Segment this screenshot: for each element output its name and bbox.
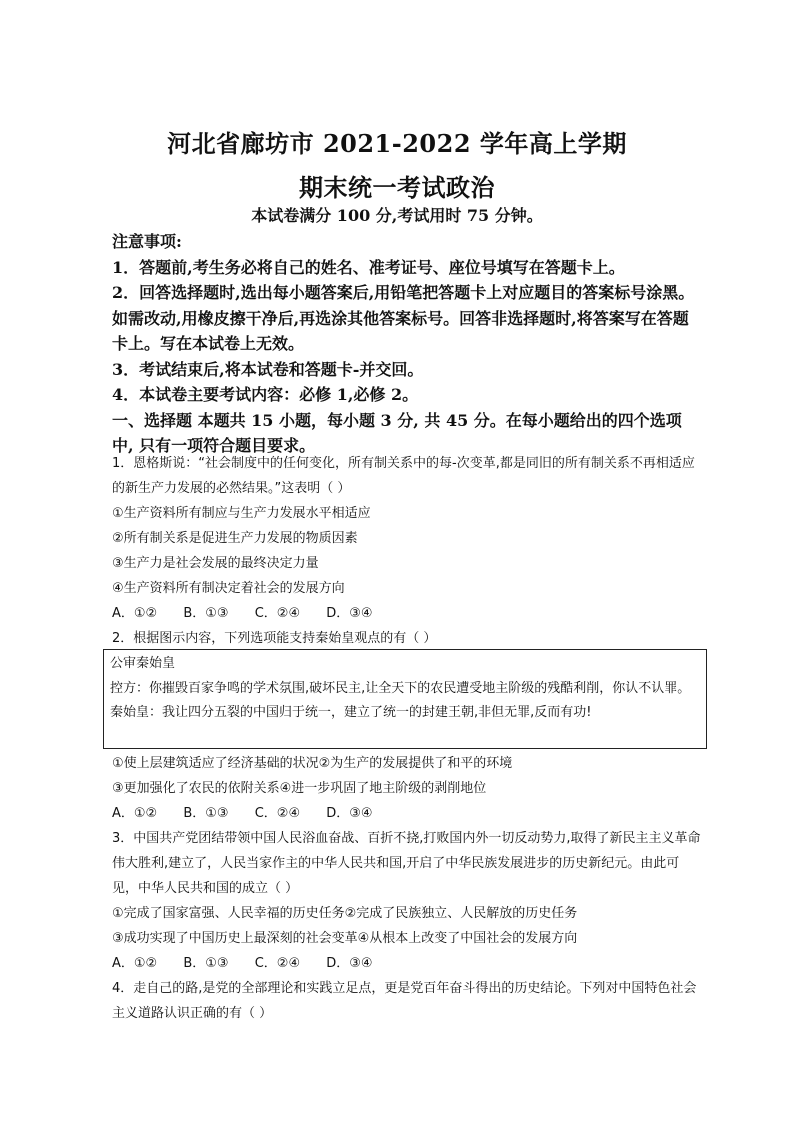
q1-option-c: C．②④ <box>254 606 301 621</box>
notice-item-3: 3．考试结束后,将本试卷和答题卡-并交回。 <box>112 359 424 379</box>
question-1 <box>112 451 702 651</box>
q2-option-c: C．②④ <box>254 806 301 821</box>
question-2-3-4 <box>112 751 702 1026</box>
q1-option-b: B．①③ <box>183 606 229 621</box>
notice-section <box>112 229 702 459</box>
exam-subtitle: 本试卷满分 100 分,考试用时 75 分钟。 <box>251 206 543 225</box>
q2-statements-1-2: ①使上层建筑适应了经济基础的状况②为生产的发展提供了和平的环境 <box>112 756 513 771</box>
q3-option-c: C．②④ <box>254 956 301 971</box>
q2-statements-3-4: ③更加强化了农民的依附关系④进一步巩固了地主阶级的剥削地位 <box>112 781 487 796</box>
q3-stem: 3．中国共产党团结带领中国人民浴血奋战、百折不挠,打败国内外一切反动势力,取得了新民主主义革命伟大胜利,建立了，人民当家作主的中华人民共和国,开启了中华民族发展进步的历史新纪元。由此可见，中华人民共和国的成立（ ） <box>112 831 701 896</box>
section-1-heading: 一、选择题 本题共 15 小题，每小题 3 分, 共 45 分。在每小题给出的四个选项中, 只有一项符合题目要求。 <box>112 410 682 455</box>
notice-item-2: 2．回答选择题时,选出每小题答案后,用铅笔把答题卡上对应题目的答案标号涂黑。如需改动,用橡皮擦干净后,再选涂其他答案标号。回答非选择题时,将答案写在答题卡上。写在本试卷上无效。 <box>112 283 695 353</box>
q3-statements-3-4: ③成功实现了中国历史上最深刻的社会变革④从根本上改变了中国社会的发展方向 <box>112 931 578 946</box>
q3-options <box>112 951 702 976</box>
q3-option-a: A．①② <box>112 956 158 971</box>
q1-statement-2: ②所有制关系是促进生产力发展的物质因素 <box>112 531 358 546</box>
q2-box-accuser: 控方：你摧毁百家争鸣的学术氛围,破坏民主,让全天下的农民遭受地主阶级的残酷利削，你认不认罪。 <box>110 680 691 696</box>
exam-title-line1: 河北省廊坊市 2021-2022 学年高上学期 <box>167 129 627 158</box>
q1-statement-3: ③生产力是社会发展的最终决定力量 <box>112 556 319 571</box>
notice-item-1: 1．答题前,考生务必将自己的姓名、准考证号、座位号填写在答题卡上。 <box>112 257 625 277</box>
q1-option-a: A．①② <box>112 606 158 621</box>
exam-title-line2: 期末统一考试政治 <box>299 173 495 202</box>
q2-material-box <box>103 649 707 749</box>
q3-option-d: D．③④ <box>326 956 373 971</box>
q2-option-a: A．①② <box>112 806 158 821</box>
q2-box-defender: 秦始皇：我让四分五裂的中国归于统一，建立了统一的封建王朝,非但无罪,反而有功! <box>110 705 592 720</box>
q1-options <box>112 601 702 626</box>
q1-stem: 1．恩格斯说：“社会制度中的任何变化，所有制关系中的每-次变革,都是同旧的所有制关系不再相适应的新生产力发展的必然结果。”这表明（ ） <box>112 456 695 496</box>
notice-heading: 注意事项: <box>112 232 182 251</box>
q1-statement-4: ④生产资料所有制决定着社会的发展方向 <box>112 581 345 596</box>
q2-box-title: 公审秦始皇 <box>110 656 176 671</box>
q3-statements-1-2: ①完成了国家富强、人民幸福的历史任务②完成了民族独立、人民解放的历史任务 <box>112 906 578 921</box>
q2-option-d: D．③④ <box>326 806 373 821</box>
q2-options <box>112 801 702 826</box>
q4-stem: 4．走自己的路,是党的全部理论和实践立足点，更是党百年奋斗得出的历史结论。下列对中国特色社会主义道路认识正确的有（ ） <box>112 981 697 1021</box>
q1-option-d: D．③④ <box>326 606 373 621</box>
q2-option-b: B．①③ <box>183 806 229 821</box>
q3-option-b: B．①③ <box>183 956 229 971</box>
notice-item-4: 4．本试卷主要考试内容：必修 1,必修 2。 <box>112 385 419 404</box>
q2-stem: 2．根据图示内容，下列选项能支持秦始皇观点的有（ ） <box>112 631 437 646</box>
q1-statement-1: ①生产资料所有制应与生产力发展水平相适应 <box>112 506 371 521</box>
